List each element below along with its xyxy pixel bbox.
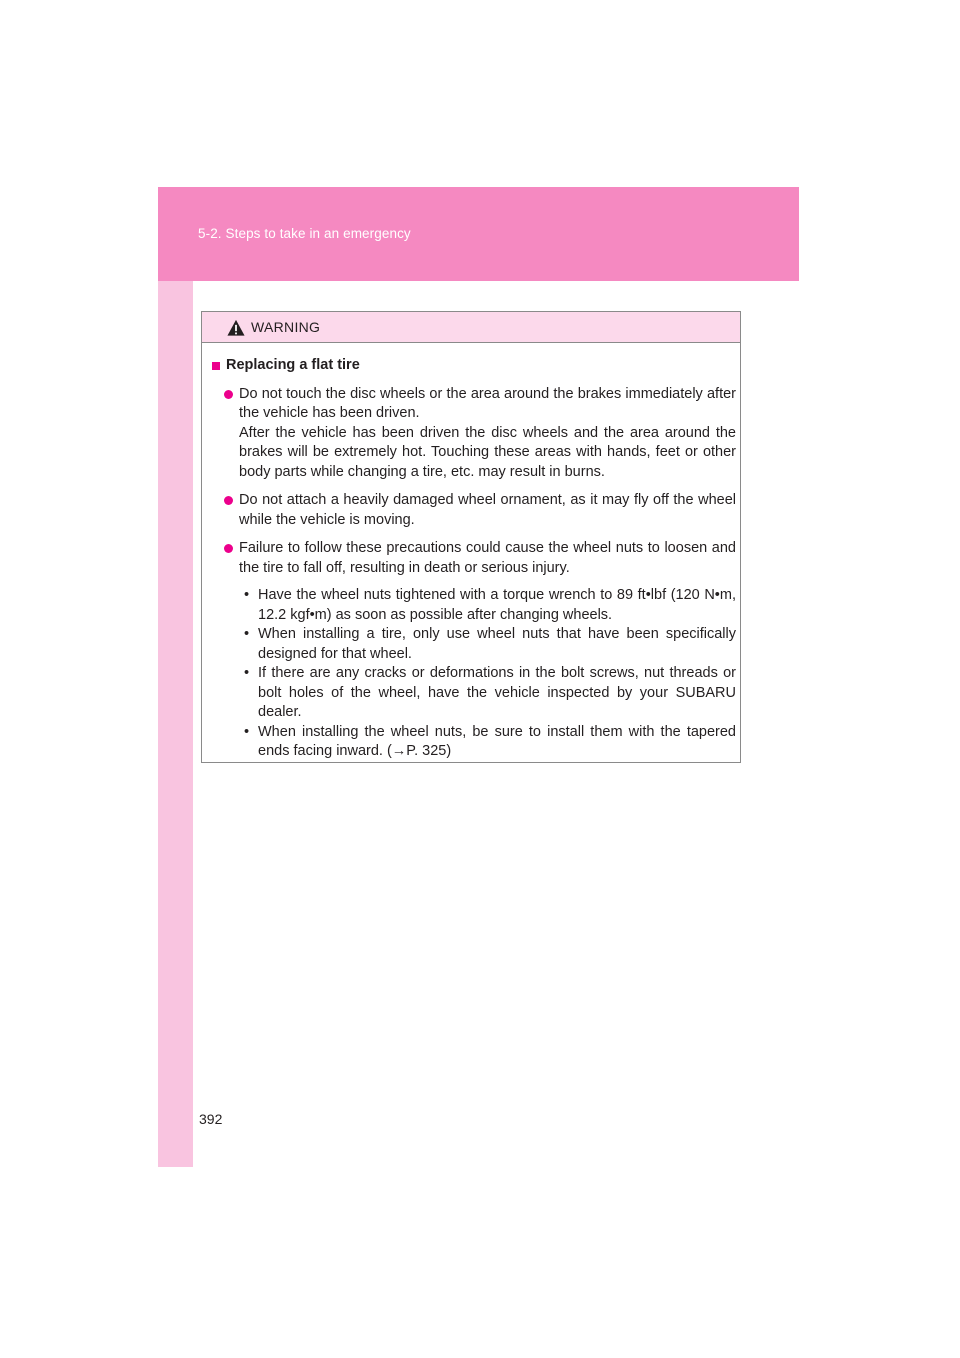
list-item xyxy=(212,491,736,530)
sub-list-item: • When installing a tire, only use wheel nuts that have been specifically designed for that wheel. xyxy=(239,625,736,664)
square-bullet-icon xyxy=(212,362,220,370)
sub-item-text: If there are any cracks or deformations in the bolt screws, nut threads or bolt holes of the wheel, have the vehicle inspected by your SUBARU dealer. xyxy=(258,665,736,720)
list-item xyxy=(212,385,736,483)
sub-list-item: • Have the wheel nuts tightened with a torque wrench to 89 ft•lbf (120 N•m, 12.2 kgf•m) as soon as possible after changing wheels. xyxy=(239,586,736,625)
section-title-text: Replacing a flat tire xyxy=(226,357,360,373)
warning-label: WARNING xyxy=(251,319,321,335)
sub-list-item: • If there are any cracks or deformations in the bolt screws, nut threads or bolt holes of the wheel, have the vehicle inspected by your SUBARU dealer. xyxy=(239,664,736,723)
round-bullet-icon xyxy=(224,544,233,553)
side-strip xyxy=(158,187,193,1167)
warning-content xyxy=(212,356,736,762)
sub-list-item: • When installing the wheel nuts, be sure to install them with the tapered ends facing inward. (→P. 325) xyxy=(239,723,736,762)
sub-item-text: Have the wheel nuts tightened with a torque wrench to 89 ft•lbf (120 N•m, 12.2 kgf•m) as soon as possible after changing wheels. xyxy=(258,587,736,623)
round-bullet-icon xyxy=(224,496,233,505)
warning-box xyxy=(201,311,741,763)
list-item xyxy=(212,539,736,578)
section-header: 5-2. Steps to take in an emergency xyxy=(198,226,411,241)
sub-item-text: When installing the wheel nuts, be sure to install them with the tapered ends facing inward. (→P. 325) xyxy=(258,723,736,759)
warning-triangle-icon xyxy=(227,319,245,337)
sub-item-text: When installing a tire, only use wheel nuts that have been specifically designed for that wheel. xyxy=(258,626,736,662)
item-paragraph: Failure to follow these precautions could cause the wheel nuts to loosen and the tire to fall off, resulting in death or serious injury. xyxy=(239,540,736,576)
warning-header xyxy=(202,312,740,343)
item-paragraph: Do not touch the disc wheels or the area around the brakes immediately after the vehicle has been driven. xyxy=(239,385,736,421)
sub-list xyxy=(212,586,736,762)
round-bullet-icon xyxy=(224,390,233,399)
section-title xyxy=(212,356,736,376)
item-paragraph: Do not attach a heavily damaged wheel ornament, as it may fly off the wheel while the vehicle is moving. xyxy=(239,492,736,528)
item-paragraph: After the vehicle has been driven the disc wheels and the area around the brakes will be extremely hot. Touching these areas with hands, feet or other body parts while changing a tire, etc. may result in burns. xyxy=(239,424,736,480)
page-number: 392 xyxy=(199,1111,223,1127)
